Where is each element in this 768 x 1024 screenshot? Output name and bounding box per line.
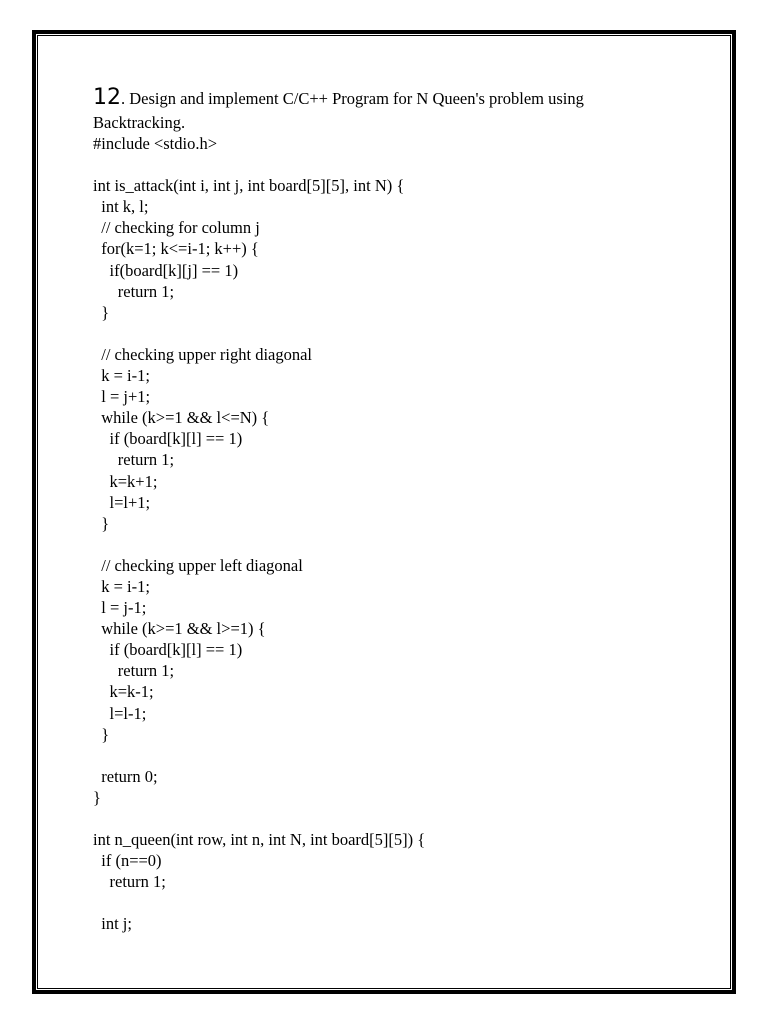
code-line: k=k+1; — [93, 471, 158, 491]
code-line: l=l-1; — [93, 703, 147, 723]
code-line — [93, 808, 693, 829]
document-content — [93, 86, 693, 935]
code-line: int k, l; — [93, 197, 149, 217]
code-line: } — [93, 513, 110, 533]
code-line: // checking for column j — [93, 218, 260, 238]
code-line: k = i-1; — [93, 366, 150, 386]
code-line: int is_attack(int i, int j, int board[5][5], int N) { — [93, 176, 405, 196]
code-line: k = i-1; — [93, 576, 150, 596]
code-line — [93, 892, 693, 913]
code-line: if(board[k][j] == 1) — [93, 260, 239, 280]
heading — [93, 86, 693, 109]
code-line: } — [93, 787, 101, 807]
heading-title-line1: . Design and implement C/C++ Program for N Queen's problem using — [121, 89, 584, 108]
code-line: return 0; — [93, 766, 158, 786]
code-line: } — [93, 724, 110, 744]
code-line: if (n==0) — [93, 851, 162, 871]
code-line: while (k>=1 && l<=N) { — [93, 408, 270, 428]
code-line: if (board[k][l] == 1) — [93, 640, 243, 660]
code-line: if (board[k][l] == 1) — [93, 429, 243, 449]
heading-title-line2: Backtracking. — [93, 113, 186, 132]
code-line: l=l+1; — [93, 492, 151, 512]
code-line: l = j+1; — [93, 387, 151, 407]
heading-number: 12 — [93, 85, 121, 110]
code-line: for(k=1; k<=i-1; k++) { — [93, 239, 259, 259]
code-line: l = j-1; — [93, 598, 147, 618]
code-line: k=k-1; — [93, 682, 154, 702]
code-line: return 1; — [93, 872, 166, 892]
code-line: // checking upper left diagonal — [93, 555, 303, 575]
code-line — [93, 154, 693, 175]
code-line — [93, 323, 693, 344]
code-line: } — [93, 302, 110, 322]
code-line: int j; — [93, 914, 132, 934]
code-line: int n_queen(int row, int n, int N, int board[5][5]) { — [93, 830, 426, 850]
code-line: return 1; — [93, 281, 175, 301]
code-line: while (k>=1 && l>=1) { — [93, 619, 266, 639]
code-block — [93, 133, 693, 935]
code-line — [93, 745, 693, 766]
code-line: // checking upper right diagonal — [93, 344, 313, 364]
code-line: #include <stdio.h> — [93, 134, 218, 153]
code-line: return 1; — [93, 661, 175, 681]
code-line — [93, 534, 693, 555]
code-line: return 1; — [93, 450, 175, 470]
